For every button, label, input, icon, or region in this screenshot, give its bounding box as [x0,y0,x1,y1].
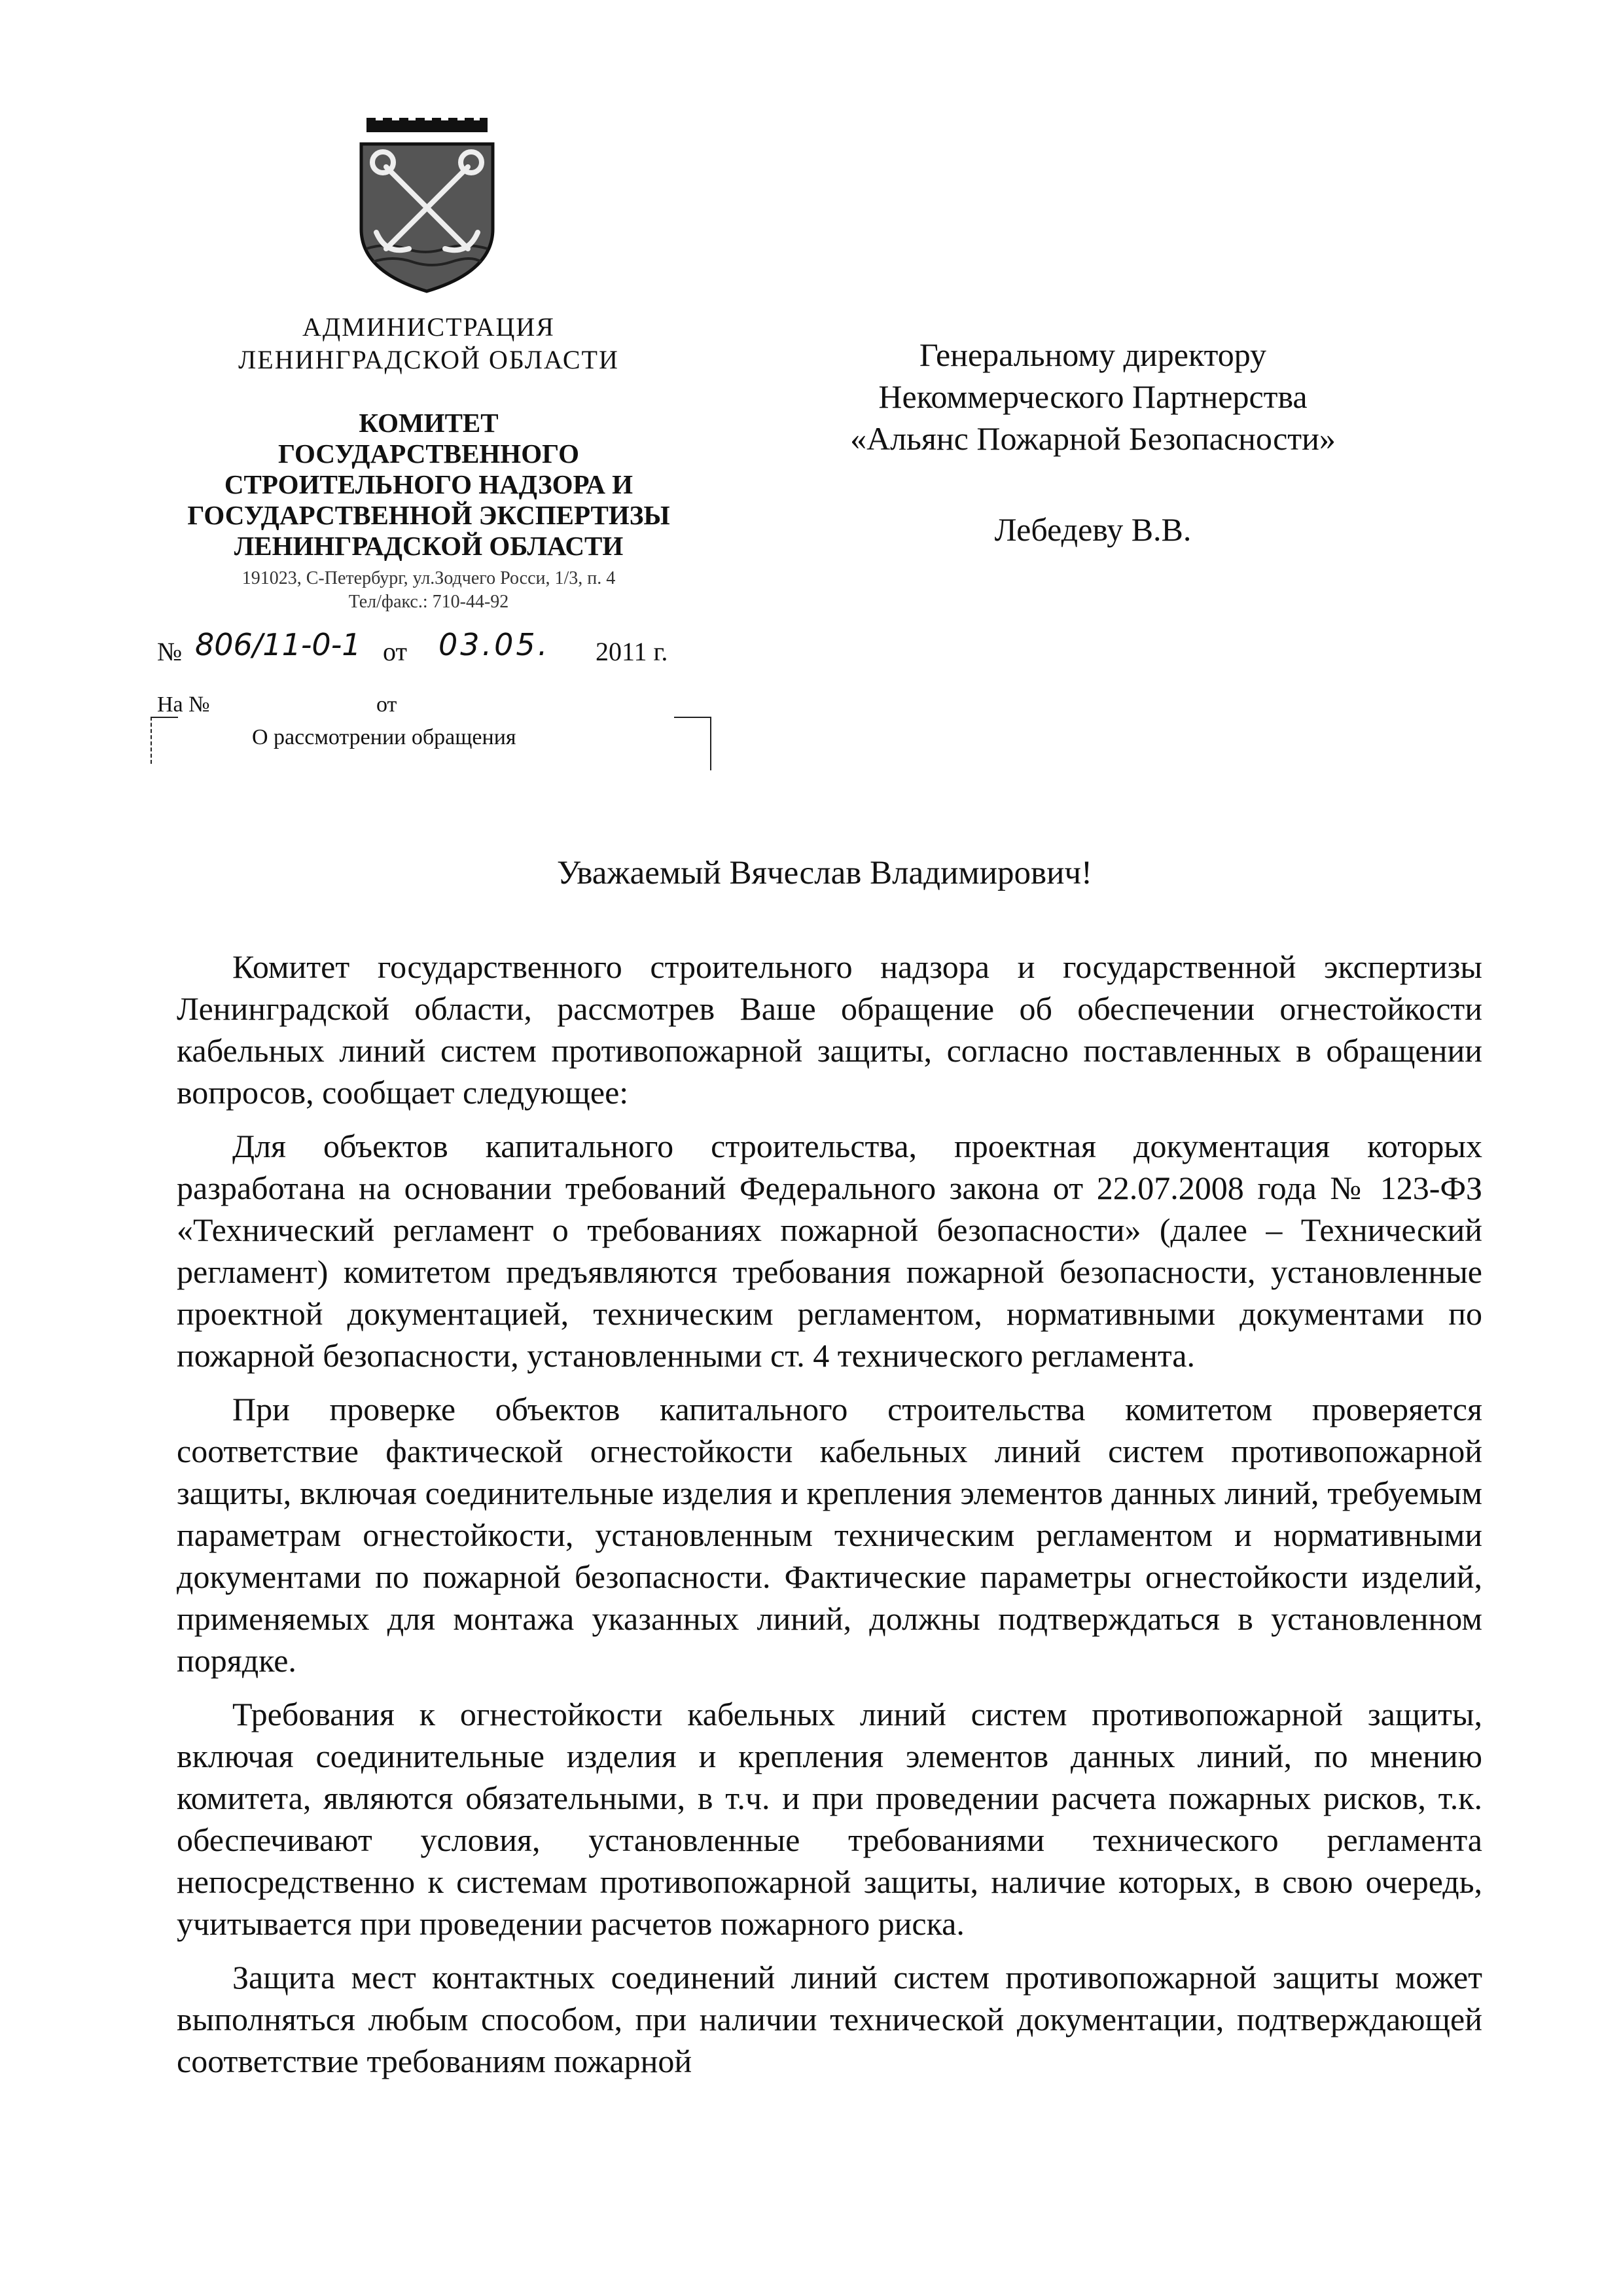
sender-block [157,311,700,614]
recipient-position: Генеральному директору [919,336,1267,373]
committee-line: ГОСУДАРСТВЕННОГО [277,439,580,469]
subject-bracket-left [151,717,178,764]
body-paragraph: Требования к огнестойкости кабельных линий систем противопожарной защиты, включая соединительные изделия и крепления элементов данных линий, по мнению комитета, являются обязательными, в т.ч. и при проведении расчета пожарных рисков, т.к. обеспечивают условия, установленные требованиями технического регламента непосредственно к системам противопожарной защиты, наличие которых, в свою очередь, учитывается при проведении расчетов пожарного риска. [177,1696,1482,1942]
subject-bracket-right [674,717,711,770]
letter-body [177,946,1482,2082]
reference-date-label: от [376,692,397,717]
phone-line: Тел/факс.: 710-44-92 [348,592,509,612]
body-paragraph: Для объектов капитального строительства, проектная документация которых разработана на основании требований Федерального закона от 22.07.2008 года № 123-ФЗ «Технический регламент о требованиях пожарной безопасности» (далее – Технический регламент) комитетом предъявляются требования пожарной безопасности, установленные проектной документацией, техническим регламентом, нормативными документами по пожарной безопасности, установленными ст. 4 технического регламента. [177,1128,1482,1374]
sender-address [157,567,700,614]
date-label: от [383,637,407,666]
body-paragraph: Защита мест контактных соединений линий систем противопожарной защиты может выполняться любым способом, при наличии технической документации, подтверждающей соответствие требованиям пожарной [177,1959,1482,2079]
committee-line: ЛЕНИНГРАДСКОЙ ОБЛАСТИ [234,531,624,561]
administration-line: АДМИНИСТРАЦИЯ [302,312,555,342]
outgoing-year: 2011 г. [596,637,668,666]
committee-name [157,408,700,562]
committee-line: КОМИТЕТ [359,408,499,438]
committee-line: СТРОИТЕЛЬНОГО НАДЗОРА И [224,469,633,499]
outgoing-date: 03.05. [438,627,550,662]
outgoing-number-line [157,627,700,673]
recipient-organization-name: «Альянс Пожарной Безопасности» [850,420,1336,457]
body-paragraph: При проверке объектов капитального строительства комитетом проверяется соответствие фактической огнестойкости кабельных линий систем противопожарной защиты, включая соединительные изделия и крепления элементов данных линий, требуемым параметрам огнестойкости, установленным техническим регламентом и нормативными документами по пожарной безопасности. Фактические параметры огнестойкости изделий, применяемых для монтажа указанных линий, должны подтверждаться в установленном порядке. [177,1391,1482,1679]
reference-number-label: На № [157,692,210,717]
number-label: № [157,637,183,666]
coat-of-arms-icon [347,118,507,295]
recipient-organization: Некоммерческого Партнерства [878,378,1308,415]
recipient-name: Лебедеву В.В. [994,511,1192,548]
outgoing-number: 806/11-0-1 [195,627,361,662]
administration-region-line: ЛЕНИНГРАДСКОЙ ОБЛАСТИ [238,345,619,374]
address-line: 191023, С-Петербург, ул.Зодчего Росси, 1/3, п. 4 [241,568,616,588]
committee-line: ГОСУДАРСТВЕННОЙ ЭКСПЕРТИЗЫ [187,500,670,530]
letter-subject: О рассмотрении обращения [252,725,516,749]
greeting: Уважаемый Вячеслав Владимирович! [557,855,1092,891]
body-paragraph: Комитет государственного строительного надзора и государственной экспертизы Ленинградской области, рассмотрев Ваше обращение об обеспечении огнестойкости кабельных линий систем противопожарной защиты, согласно поставленных в обращении вопросов, сообщает следующее: [177,948,1482,1111]
recipient-block [753,334,1433,550]
